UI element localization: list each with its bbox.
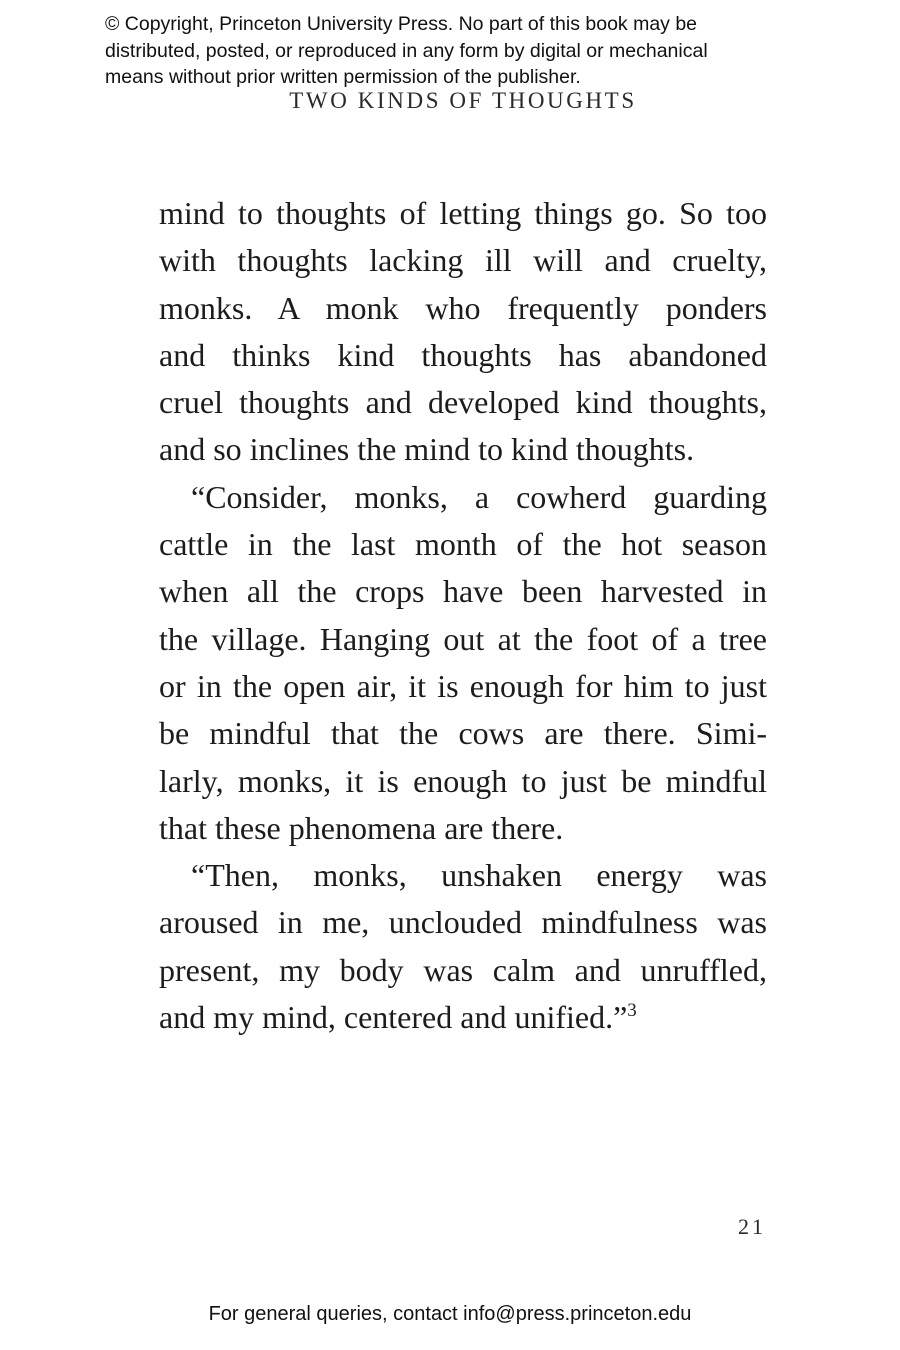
- text-line-with-footnote: [159, 994, 767, 1041]
- text-line: monks. A monk who frequently ponders: [159, 289, 767, 326]
- text-line: and so inclines the mind to kind thoughts.: [159, 431, 695, 468]
- text-line: the village. Hanging out at the foot of a tree: [159, 620, 767, 657]
- text-line: and my mind, centered and unified.”: [159, 999, 628, 1036]
- paragraph: [159, 190, 767, 474]
- text-line: when all the crops have been harvested in: [159, 573, 767, 610]
- footer-contact: For general queries, contact info@press.princeton.edu: [208, 1303, 692, 1325]
- text-line: “Consider, monks, a cowherd guarding: [191, 478, 767, 515]
- copyright-notice: [105, 11, 865, 91]
- paragraph: [159, 474, 767, 852]
- copyright-line: © Copyright, Princeton University Press. No part of this book may be: [105, 13, 698, 35]
- text-line: that these phenomena are there.: [159, 809, 564, 846]
- text-line: cruel thoughts and developed kind thoughts,: [159, 384, 767, 421]
- text-line: “Then, monks, unshaken energy was: [191, 857, 767, 894]
- text-line: larly, monks, it is enough to just be mindful: [159, 762, 767, 799]
- running-head: TWO KINDS OF THOUGHTS: [289, 88, 637, 113]
- text-line: and thinks kind thoughts has abandoned: [159, 336, 767, 373]
- text-line: present, my body was calm and unruffled,: [159, 951, 767, 988]
- text-line: be mindful that the cows are there. Simi-: [159, 715, 767, 752]
- body-text: [159, 190, 767, 1041]
- footnote-marker[interactable]: 3: [627, 1000, 637, 1022]
- text-line: mind to thoughts of letting things go. So too: [159, 195, 767, 231]
- page-number: 21: [738, 1214, 766, 1239]
- text-line: or in the open air, it is enough for him to just: [159, 667, 767, 704]
- text-line: cattle in the last month of the hot season: [159, 526, 767, 563]
- copyright-line: means without prior written permission of the publisher.: [105, 66, 581, 88]
- text-line: with thoughts lacking ill will and cruelty,: [159, 242, 767, 279]
- paragraph: [159, 852, 767, 1041]
- copyright-line: distributed, posted, or reproduced in any form by digital or mechanical: [105, 39, 708, 62]
- text-line: aroused in me, unclouded mindfulness was: [159, 904, 767, 941]
